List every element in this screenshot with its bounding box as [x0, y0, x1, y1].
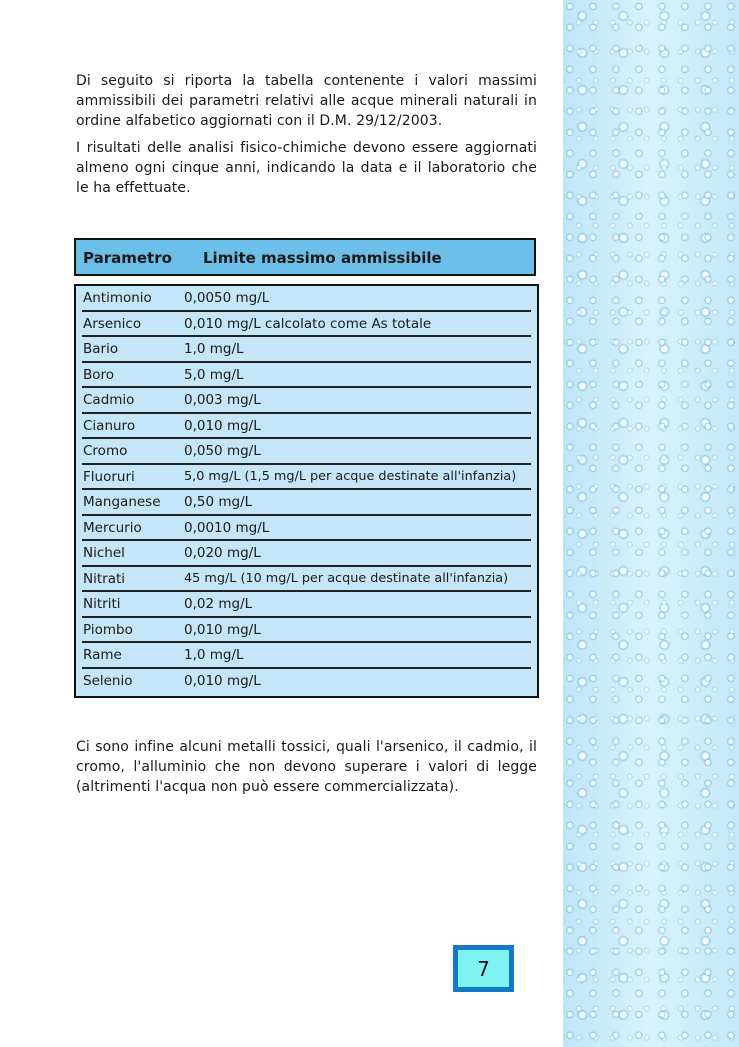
- column-header-limit: Limite massimo ammissibile: [203, 249, 442, 267]
- limit-cell: 1,0 mg/L: [184, 341, 244, 357]
- table-row: [82, 312, 531, 338]
- parameter-cell: Cianuro: [83, 417, 136, 434]
- intro-paragraph-1: Di seguito si riporta la tabella contenente i valori massimi ammissibili dei parametri relativi alle acque minerali naturali in ordine alfabetico aggiornati con il D.M. 29/12/2003.: [76, 73, 537, 129]
- limit-cell: 0,010 mg/L: [184, 672, 261, 689]
- table-row: [82, 363, 531, 389]
- limit-cell: 0,0010 mg/L: [184, 519, 270, 536]
- limit-cell: 5,0 mg/L (1,5 mg/L per acque destinate all'infanzia): [184, 468, 517, 484]
- limit-cell: 0,010 mg/L calcolato come As totale: [184, 315, 432, 332]
- parameter-cell: Cadmio: [83, 392, 135, 408]
- limits-table: [74, 284, 539, 698]
- parameter-cell: Cromo: [83, 443, 128, 459]
- parameter-cell: Nichel: [83, 545, 125, 561]
- parameter-cell: Bario: [83, 341, 119, 357]
- intro-paragraph-2: I risultati delle analisi fisico-chimiche devono essere aggiornati almeno ogni cinque anni, indicando la data e il laboratorio che le ha effettuate.: [76, 140, 537, 196]
- limit-cell: 0,0050 mg/L: [184, 290, 270, 306]
- table-row: [82, 669, 531, 695]
- parameter-cell: Mercurio: [83, 519, 142, 536]
- limit-cell: 0,020 mg/L: [184, 545, 261, 561]
- table-row: [82, 592, 531, 618]
- parameter-cell: Manganese: [83, 494, 161, 510]
- table-header: [74, 238, 536, 276]
- table-row: [82, 541, 531, 567]
- page-number-box: [453, 945, 514, 992]
- parameter-cell: Nitriti: [83, 596, 121, 612]
- parameter-cell: Selenio: [83, 672, 133, 689]
- table-row: [82, 490, 531, 516]
- limit-cell: 0,02 mg/L: [184, 596, 253, 612]
- parameter-cell: Nitrati: [83, 570, 126, 587]
- parameter-cell: Antimonio: [83, 290, 152, 306]
- table-row: [82, 643, 531, 669]
- limit-cell: 1,0 mg/L: [184, 647, 244, 663]
- parameter-cell: Arsenico: [83, 315, 142, 332]
- parameter-cell: Piombo: [83, 621, 133, 638]
- table-row: [82, 414, 531, 440]
- table-row: [82, 439, 531, 465]
- limit-cell: 0,050 mg/L: [184, 443, 261, 459]
- table-row: [82, 337, 531, 363]
- table-row: [82, 465, 531, 491]
- limit-cell: 0,010 mg/L: [184, 417, 261, 434]
- limit-cell: 0,50 mg/L: [184, 494, 253, 510]
- water-droplets-decoration: [563, 0, 739, 1047]
- table-row: [82, 388, 531, 414]
- table-row: [82, 618, 531, 644]
- column-header-parameter: Parametro: [83, 249, 172, 267]
- limit-cell: 5,0 mg/L: [184, 366, 244, 383]
- table-row: [82, 286, 531, 312]
- table-row: [82, 567, 531, 593]
- closing-paragraph: Ci sono infine alcuni metalli tossici, quali l'arsenico, il cadmio, il cromo, l'alluminio che non devono superare i valori di legge (altrimenti l'acqua non può essere commercializzata).: [76, 739, 537, 795]
- limit-cell: 0,010 mg/L: [184, 621, 261, 638]
- parameter-cell: Fluoruri: [83, 468, 135, 485]
- limit-cell: 45 mg/L (10 mg/L per acque destinate all'infanzia): [184, 570, 509, 586]
- limit-cell: 0,003 mg/L: [184, 392, 261, 408]
- parameter-cell: Rame: [83, 647, 122, 663]
- table-row: [82, 516, 531, 542]
- parameter-cell: Boro: [83, 366, 115, 383]
- page-number: 7: [458, 950, 509, 987]
